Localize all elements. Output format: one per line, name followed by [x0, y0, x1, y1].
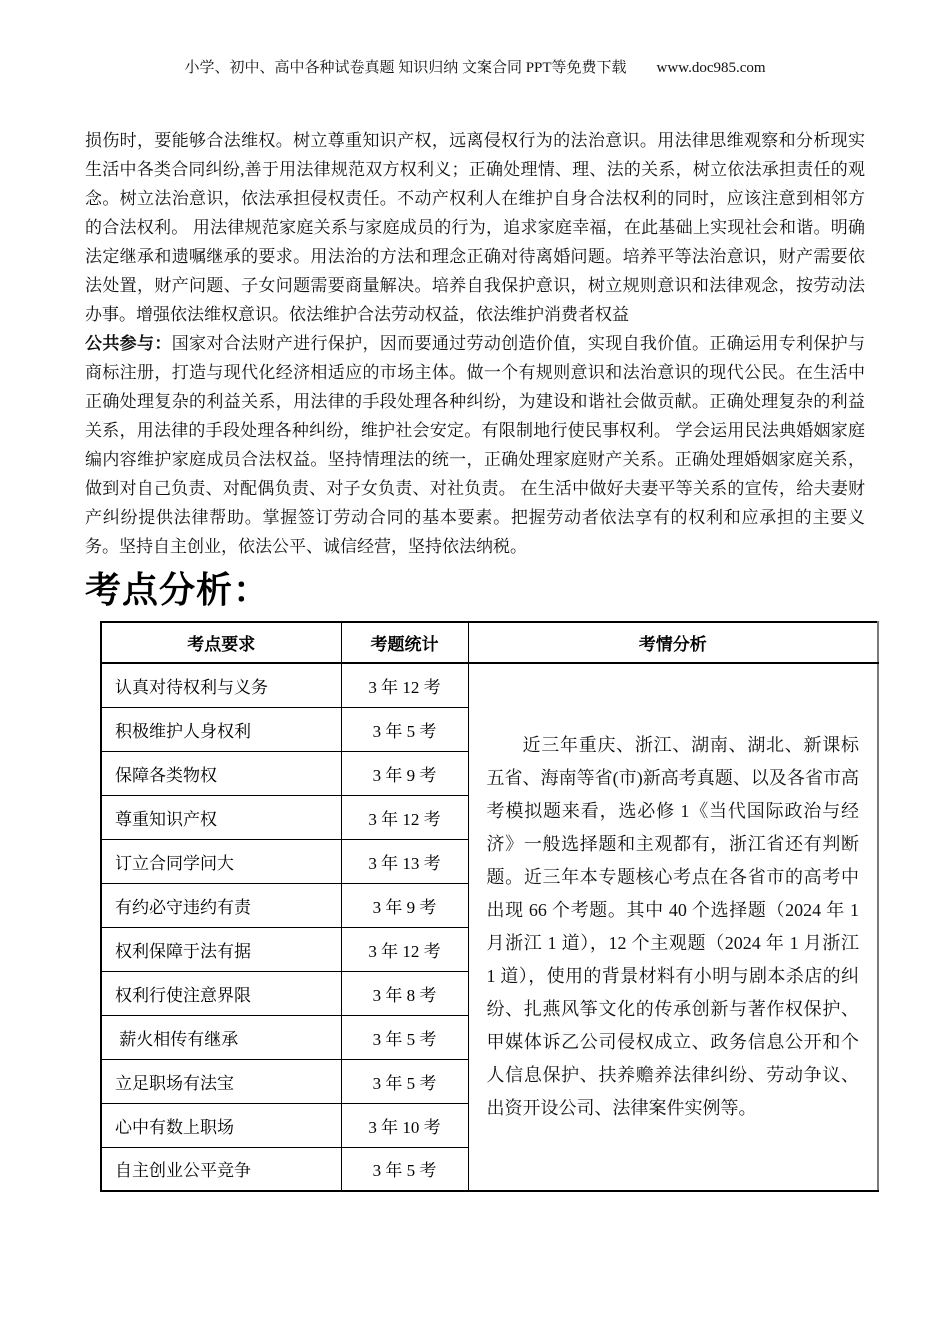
requirement-cell: 自主创业公平竞争 — [101, 1147, 341, 1191]
table-row — [101, 663, 878, 707]
section-heading-exam-point-analysis: 考点分析： — [85, 569, 271, 610]
requirement-cell: 立足职场有法宝 — [101, 1059, 341, 1103]
analysis-text: 近三年重庆、浙江、湖南、湖北、新课标五省、海南等省(市)新高考真题、以及各省市高考模拟题来看，选必修 1《当代国际政治与经济》一般选择题和主观都有，浙江省还有判断题。近三年本专题核心考点在各省市的高考中出现 66 个考题。其中 40 个选择题（2024 年 1 月浙江 1 道），12 个主观题（2024 年 1 月浙江 1 道），使用的背景材料有小明与剧本杀店的纠纷、扎燕风筝文化的传承创新与著作权保护、甲媒体诉乙公司侵权成立、政务信息公开和个人信息保护、扶养赡养法律纠纷、劳动争议、出资开设公司、法律案件实例等。 — [486, 735, 859, 1118]
public-participation-label: 公共参与： — [85, 334, 172, 353]
stats-cell: 3 年 12 考 — [341, 663, 468, 707]
exam-points-table — [100, 621, 879, 1192]
public-participation-text: 国家对合法财产进行保护，因而要通过劳动创造价值，实现自我价值。正确运用专利保护与商标注册，打造与现代化经济相适应的市场主体。做一个有规则意识和法治意识的现代公民。在生活中正确处理复杂的利益关系，用法律的手段处理各种纠纷，为建设和谐社会做贡献。正确处理复杂的利益关系，用法律的手段处理各种纠纷，维护社会安定。有限制地行使民事权利。 学会运用民法典婚姻家庭编内容维护家庭成员合法权益。坚持情理法的统一，正确处理家庭财产关系。正确处理婚姻家庭关系，做到对自己负责、对配偶负责、对子女负责、对社负责。 在生活中做好夫妻平等关系的宣传，给夫妻财产纠纷提供法律帮助。掌握签订劳动合同的基本要素。把握劳动者依法享有的权利和应承担的主要义务。坚持自主创业，依法公平、诚信经营，坚持依法纳税。 — [85, 334, 866, 556]
requirement-cell: 有约必守违约有责 — [101, 883, 341, 927]
requirement-cell: 薪火相传有继承 — [101, 1015, 341, 1059]
requirement-cell: 尊重知识产权 — [101, 795, 341, 839]
document-content — [0, 126, 950, 1192]
stats-cell: 3 年 8 考 — [341, 971, 468, 1015]
requirement-cell: 权利行使注意界限 — [101, 971, 341, 1015]
paragraph-public-participation — [85, 329, 865, 561]
paragraph-legal-awareness: 损伤时，要能够合法维权。树立尊重知识产权，远离侵权行为的法治意识。用法律思维观察和分析现实生活中各类合同纠纷,善于用法律规范双方权利义；正确处理情、理、法的关系，树立依法承担责任的观念。树立法治意识，依法承担侵权责任。不动产权利人在维护自身合法权利的同时，应该注意到相邻方的合法权利。 用法律规范家庭关系与家庭成员的行为，追求家庭幸福，在此基础上实现社会和谐。明确法定继承和遗嘱继承的要求。用法治的方法和理念正确对待离婚问题。培养平等法治意识，财产需要依法处置，财产问题、子女问题需要商量解决。培养自我保护意识，树立规则意识和法律观念，按劳动法办事。增强依法维权意识。依法维护合法劳动权益，依法维护消费者权益 — [85, 131, 865, 324]
stats-cell: 3 年 12 考 — [341, 795, 468, 839]
requirement-cell: 积极维护人身权利 — [101, 707, 341, 751]
stats-cell: 3 年 12 考 — [341, 927, 468, 971]
requirement-cell: 权利保障于法有据 — [101, 927, 341, 971]
requirement-cell: 保障各类物权 — [101, 751, 341, 795]
stats-cell: 3 年 5 考 — [341, 1147, 468, 1191]
column-header-exam-point-requirement: 考点要求 — [101, 622, 341, 663]
header-promo-text: 小学、初中、高中各种试卷真题 知识归纳 文案合同 PPT等免费下载 — [184, 60, 627, 76]
stats-cell: 3 年 5 考 — [341, 1059, 468, 1103]
column-header-question-statistics: 考题统计 — [341, 622, 468, 663]
analysis-cell — [468, 663, 878, 1191]
stats-cell: 3 年 13 考 — [341, 839, 468, 883]
stats-cell: 3 年 9 考 — [341, 751, 468, 795]
stats-cell: 3 年 5 考 — [341, 1015, 468, 1059]
stats-cell: 3 年 10 考 — [341, 1103, 468, 1147]
stats-cell: 3 年 9 考 — [341, 883, 468, 927]
column-header-exam-situation-analysis: 考情分析 — [468, 622, 878, 663]
page-header — [0, 0, 950, 79]
header-url: www.doc985.com — [656, 60, 766, 76]
requirement-cell: 订立合同学问大 — [101, 839, 341, 883]
requirement-cell: 认真对待权利与义务 — [101, 663, 341, 707]
table-header-row — [101, 622, 878, 663]
requirement-cell: 心中有数上职场 — [101, 1103, 341, 1147]
stats-cell: 3 年 5 考 — [341, 707, 468, 751]
